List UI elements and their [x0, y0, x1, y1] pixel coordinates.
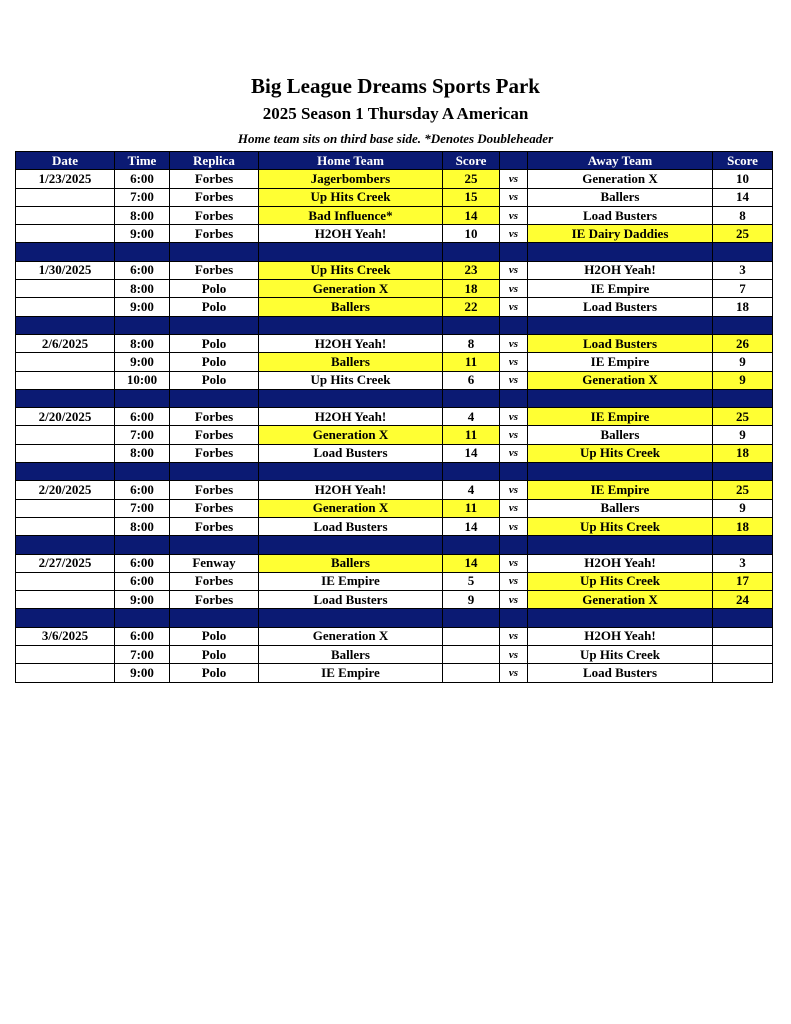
away-team: Up Hits Creek — [528, 444, 713, 462]
game-field: Forbes — [170, 206, 259, 224]
schedule-body — [16, 170, 773, 682]
home-score: 10 — [443, 225, 500, 243]
col-date: Date — [16, 152, 115, 170]
separator-cell — [115, 389, 170, 407]
game-row — [16, 517, 773, 535]
week-separator — [16, 389, 773, 407]
game-time: 8:00 — [115, 444, 170, 462]
week-separator — [16, 536, 773, 554]
game-time: 10:00 — [115, 371, 170, 389]
vs-label: vs — [500, 444, 528, 462]
home-team: Load Busters — [259, 517, 443, 535]
game-date: 2/20/2025 — [16, 408, 115, 426]
separator-cell — [170, 463, 259, 481]
page-title: Big League Dreams Sports Park — [251, 74, 540, 98]
game-time: 7:00 — [115, 646, 170, 664]
away-score: 9 — [713, 371, 773, 389]
home-score: 9 — [443, 591, 500, 609]
separator-cell — [170, 609, 259, 627]
game-row — [16, 261, 773, 279]
game-row — [16, 627, 773, 645]
vs-label: vs — [500, 188, 528, 206]
vs-label: vs — [500, 499, 528, 517]
separator-cell — [500, 243, 528, 261]
away-score: 7 — [713, 280, 773, 298]
game-field: Fenway — [170, 554, 259, 572]
game-field: Forbes — [170, 408, 259, 426]
game-row — [16, 444, 773, 462]
separator-cell — [259, 243, 443, 261]
home-team: Bad Influence* — [259, 206, 443, 224]
game-time: 9:00 — [115, 298, 170, 316]
separator-cell — [259, 389, 443, 407]
col-away-team: Away Team — [528, 152, 713, 170]
home-team: Up Hits Creek — [259, 188, 443, 206]
away-team: Ballers — [528, 499, 713, 517]
separator-cell — [443, 316, 500, 334]
separator-cell — [16, 609, 115, 627]
away-team: Generation X — [528, 170, 713, 188]
home-score: 14 — [443, 444, 500, 462]
separator-cell — [528, 389, 713, 407]
game-time: 6:00 — [115, 481, 170, 499]
home-team: Generation X — [259, 499, 443, 517]
home-score: 5 — [443, 572, 500, 590]
separator-cell — [259, 536, 443, 554]
separator-cell — [713, 463, 773, 481]
game-date — [16, 280, 115, 298]
separator-cell — [443, 243, 500, 261]
away-team: IE Empire — [528, 280, 713, 298]
away-team: Up Hits Creek — [528, 646, 713, 664]
game-row — [16, 206, 773, 224]
home-score: 18 — [443, 280, 500, 298]
game-time: 6:00 — [115, 554, 170, 572]
away-team: Up Hits Creek — [528, 517, 713, 535]
game-field: Polo — [170, 627, 259, 645]
separator-cell — [16, 316, 115, 334]
home-team: Generation X — [259, 426, 443, 444]
separator-cell — [713, 536, 773, 554]
separator-cell — [500, 536, 528, 554]
separator-cell — [500, 389, 528, 407]
home-score: 14 — [443, 554, 500, 572]
vs-label: vs — [500, 591, 528, 609]
game-date — [16, 188, 115, 206]
away-score: 8 — [713, 206, 773, 224]
vs-label: vs — [500, 298, 528, 316]
game-date — [16, 206, 115, 224]
vs-label: vs — [500, 371, 528, 389]
home-team: Jagerbombers — [259, 170, 443, 188]
game-field: Polo — [170, 353, 259, 371]
game-time: 8:00 — [115, 517, 170, 535]
vs-label: vs — [500, 627, 528, 645]
game-date: 2/20/2025 — [16, 481, 115, 499]
game-date: 1/23/2025 — [16, 170, 115, 188]
game-time: 6:00 — [115, 261, 170, 279]
away-score — [713, 664, 773, 682]
col-home-score: Score — [443, 152, 500, 170]
separator-cell — [16, 243, 115, 261]
game-row — [16, 408, 773, 426]
separator-cell — [500, 316, 528, 334]
away-score: 26 — [713, 334, 773, 352]
game-field: Forbes — [170, 188, 259, 206]
vs-label: vs — [500, 646, 528, 664]
game-row — [16, 591, 773, 609]
vs-label: vs — [500, 261, 528, 279]
game-date — [16, 517, 115, 535]
game-row — [16, 280, 773, 298]
game-date — [16, 353, 115, 371]
game-row — [16, 499, 773, 517]
away-team: Generation X — [528, 371, 713, 389]
home-score: 6 — [443, 371, 500, 389]
separator-cell — [443, 463, 500, 481]
home-team: H2OH Yeah! — [259, 481, 443, 499]
home-team: H2OH Yeah! — [259, 334, 443, 352]
home-team: Generation X — [259, 627, 443, 645]
game-field: Forbes — [170, 517, 259, 535]
separator-cell — [528, 243, 713, 261]
home-score — [443, 627, 500, 645]
away-team: Generation X — [528, 591, 713, 609]
game-field: Forbes — [170, 572, 259, 590]
game-date: 1/30/2025 — [16, 261, 115, 279]
col-away-score: Score — [713, 152, 773, 170]
week-separator — [16, 463, 773, 481]
separator-cell — [259, 609, 443, 627]
away-score — [713, 646, 773, 664]
game-date — [16, 298, 115, 316]
home-team: IE Empire — [259, 664, 443, 682]
separator-cell — [16, 536, 115, 554]
game-field: Forbes — [170, 444, 259, 462]
game-time: 7:00 — [115, 188, 170, 206]
home-score — [443, 646, 500, 664]
home-score: 8 — [443, 334, 500, 352]
game-field: Forbes — [170, 481, 259, 499]
home-team: Ballers — [259, 353, 443, 371]
vs-label: vs — [500, 280, 528, 298]
col-vs — [500, 152, 528, 170]
game-field: Forbes — [170, 591, 259, 609]
home-score: 14 — [443, 206, 500, 224]
home-score: 11 — [443, 499, 500, 517]
away-score — [713, 627, 773, 645]
game-date — [16, 646, 115, 664]
game-field: Forbes — [170, 170, 259, 188]
home-score: 15 — [443, 188, 500, 206]
home-score: 14 — [443, 517, 500, 535]
separator-cell — [170, 389, 259, 407]
away-score: 9 — [713, 353, 773, 371]
away-score: 10 — [713, 170, 773, 188]
week-separator — [16, 609, 773, 627]
week-separator — [16, 316, 773, 334]
away-score: 25 — [713, 408, 773, 426]
game-time: 9:00 — [115, 225, 170, 243]
game-field: Forbes — [170, 499, 259, 517]
vs-label: vs — [500, 334, 528, 352]
game-date — [16, 426, 115, 444]
away-team: H2OH Yeah! — [528, 261, 713, 279]
away-team: IE Dairy Daddies — [528, 225, 713, 243]
home-team: Ballers — [259, 298, 443, 316]
separator-cell — [115, 609, 170, 627]
game-date — [16, 444, 115, 462]
game-field: Forbes — [170, 426, 259, 444]
away-team: Up Hits Creek — [528, 572, 713, 590]
away-score: 17 — [713, 572, 773, 590]
separator-cell — [16, 463, 115, 481]
away-team: Load Busters — [528, 298, 713, 316]
home-team: H2OH Yeah! — [259, 225, 443, 243]
game-date — [16, 591, 115, 609]
vs-label: vs — [500, 353, 528, 371]
game-row — [16, 170, 773, 188]
game-date: 2/27/2025 — [16, 554, 115, 572]
away-score: 9 — [713, 426, 773, 444]
game-time: 6:00 — [115, 170, 170, 188]
separator-cell — [528, 536, 713, 554]
home-team: Ballers — [259, 646, 443, 664]
game-time: 7:00 — [115, 426, 170, 444]
vs-label: vs — [500, 225, 528, 243]
away-team: IE Empire — [528, 353, 713, 371]
separator-cell — [170, 536, 259, 554]
col-home-team: Home Team — [259, 152, 443, 170]
game-row — [16, 554, 773, 572]
vs-label: vs — [500, 572, 528, 590]
separator-cell — [170, 316, 259, 334]
header-row — [16, 152, 773, 170]
game-time: 7:00 — [115, 499, 170, 517]
home-score: 25 — [443, 170, 500, 188]
away-team: IE Empire — [528, 408, 713, 426]
game-date — [16, 499, 115, 517]
home-score: 4 — [443, 481, 500, 499]
game-time: 6:00 — [115, 572, 170, 590]
vs-label: vs — [500, 170, 528, 188]
away-score: 3 — [713, 554, 773, 572]
page-subtitle: 2025 Season 1 Thursday A American — [262, 104, 529, 123]
vs-label: vs — [500, 408, 528, 426]
game-row — [16, 353, 773, 371]
away-team: H2OH Yeah! — [528, 554, 713, 572]
home-team: Up Hits Creek — [259, 261, 443, 279]
away-team: Ballers — [528, 188, 713, 206]
game-time: 8:00 — [115, 334, 170, 352]
game-field: Polo — [170, 280, 259, 298]
away-score: 18 — [713, 517, 773, 535]
home-score: 4 — [443, 408, 500, 426]
separator-cell — [259, 316, 443, 334]
game-time: 9:00 — [115, 353, 170, 371]
vs-label: vs — [500, 664, 528, 682]
home-score: 22 — [443, 298, 500, 316]
home-team: Load Busters — [259, 591, 443, 609]
game-row — [16, 664, 773, 682]
separator-cell — [170, 243, 259, 261]
home-team: Up Hits Creek — [259, 371, 443, 389]
separator-cell — [115, 316, 170, 334]
home-score: 11 — [443, 426, 500, 444]
game-date — [16, 225, 115, 243]
game-time: 8:00 — [115, 206, 170, 224]
separator-cell — [528, 463, 713, 481]
away-team: Ballers — [528, 426, 713, 444]
away-team: IE Empire — [528, 481, 713, 499]
game-field: Polo — [170, 664, 259, 682]
game-field: Polo — [170, 298, 259, 316]
separator-cell — [115, 243, 170, 261]
game-row — [16, 481, 773, 499]
home-team: IE Empire — [259, 572, 443, 590]
separator-cell — [713, 316, 773, 334]
game-row — [16, 334, 773, 352]
home-score: 11 — [443, 353, 500, 371]
away-score: 3 — [713, 261, 773, 279]
game-field: Forbes — [170, 261, 259, 279]
vs-label: vs — [500, 206, 528, 224]
separator-cell — [713, 243, 773, 261]
separator-cell — [528, 316, 713, 334]
schedule-note: Home team sits on third base side. *Denotes Doubleheader — [237, 131, 554, 146]
separator-cell — [443, 609, 500, 627]
away-score: 18 — [713, 298, 773, 316]
away-team: Load Busters — [528, 206, 713, 224]
away-team: H2OH Yeah! — [528, 627, 713, 645]
away-score: 25 — [713, 225, 773, 243]
separator-cell — [259, 463, 443, 481]
separator-cell — [528, 609, 713, 627]
game-date: 3/6/2025 — [16, 627, 115, 645]
game-date — [16, 572, 115, 590]
game-row — [16, 371, 773, 389]
game-field: Forbes — [170, 225, 259, 243]
game-time: 9:00 — [115, 591, 170, 609]
separator-cell — [16, 389, 115, 407]
separator-cell — [500, 463, 528, 481]
separator-cell — [115, 463, 170, 481]
away-team: Load Busters — [528, 664, 713, 682]
away-score: 18 — [713, 444, 773, 462]
game-time: 8:00 — [115, 280, 170, 298]
separator-cell — [500, 609, 528, 627]
vs-label: vs — [500, 426, 528, 444]
vs-label: vs — [500, 481, 528, 499]
separator-cell — [443, 536, 500, 554]
home-team: H2OH Yeah! — [259, 408, 443, 426]
game-time: 6:00 — [115, 408, 170, 426]
game-date: 2/6/2025 — [16, 334, 115, 352]
game-row — [16, 572, 773, 590]
vs-label: vs — [500, 554, 528, 572]
separator-cell — [115, 536, 170, 554]
home-score: 23 — [443, 261, 500, 279]
home-team: Load Busters — [259, 444, 443, 462]
home-team: Generation X — [259, 280, 443, 298]
away-score: 14 — [713, 188, 773, 206]
game-field: Polo — [170, 334, 259, 352]
vs-label: vs — [500, 517, 528, 535]
away-score: 25 — [713, 481, 773, 499]
separator-cell — [713, 609, 773, 627]
game-field: Polo — [170, 646, 259, 664]
col-time: Time — [115, 152, 170, 170]
home-team: Ballers — [259, 554, 443, 572]
away-score: 9 — [713, 499, 773, 517]
game-row — [16, 188, 773, 206]
game-date — [16, 664, 115, 682]
game-time: 9:00 — [115, 664, 170, 682]
schedule-table — [15, 151, 773, 683]
game-row — [16, 426, 773, 444]
game-date — [16, 371, 115, 389]
separator-cell — [443, 389, 500, 407]
game-row — [16, 298, 773, 316]
home-score — [443, 664, 500, 682]
game-row — [16, 225, 773, 243]
game-time: 6:00 — [115, 627, 170, 645]
game-field: Polo — [170, 371, 259, 389]
col-replica: Replica — [170, 152, 259, 170]
away-team: Load Busters — [528, 334, 713, 352]
separator-cell — [713, 389, 773, 407]
away-score: 24 — [713, 591, 773, 609]
week-separator — [16, 243, 773, 261]
game-row — [16, 646, 773, 664]
